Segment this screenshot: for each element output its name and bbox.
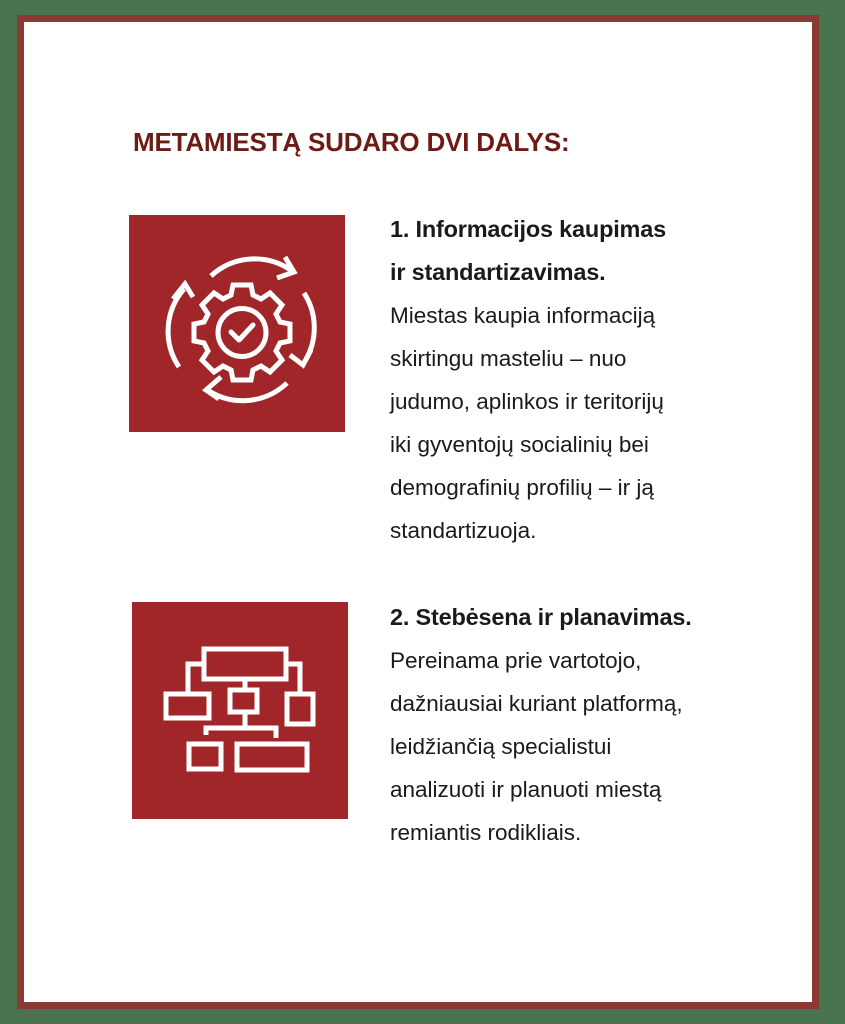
- item-1-body-line: Miestas kaupia informaciją: [390, 303, 656, 328]
- item-2-icon-box: [132, 602, 348, 819]
- item-2-body-line: Pereinama prie vartotojo,: [390, 648, 642, 673]
- item-1-heading-line-2: ir standartizavimas.: [390, 259, 606, 285]
- item-1-text: [390, 208, 820, 552]
- item-1-body-line: demografinių profilių – ir ją: [390, 475, 654, 500]
- item-2-body-line: dažniausiai kuriant platformą,: [390, 691, 683, 716]
- item-2-heading-line-1: 2. Stebėsena ir planavimas.: [390, 604, 692, 630]
- gear-cycle-check-icon: [129, 215, 345, 432]
- item-1-body-line: judumo, aplinkos ir teritorijų: [390, 389, 664, 414]
- page-title: METAMIESTĄ SUDARO DVI DALYS:: [133, 127, 570, 157]
- item-1-heading-line-1: 1. Informacijos kaupimas: [390, 216, 666, 242]
- item-1-body-line: iki gyventojų socialinių bei: [390, 432, 649, 457]
- item-2-text: [390, 596, 820, 854]
- content-frame: [17, 15, 819, 1009]
- item-2-body-line: leidžiančią specialistui: [390, 734, 612, 759]
- item-1-body-line: skirtingu masteliu – nuo: [390, 346, 627, 371]
- item-2-body-line: remiantis rodikliais.: [390, 820, 582, 845]
- item-2-body-line: analizuoti ir planuoti miestą: [390, 777, 662, 802]
- hierarchy-diagram-icon: [132, 602, 348, 819]
- item-1-body-line: standartizuoja.: [390, 518, 537, 543]
- item-1-icon-box: [129, 215, 345, 432]
